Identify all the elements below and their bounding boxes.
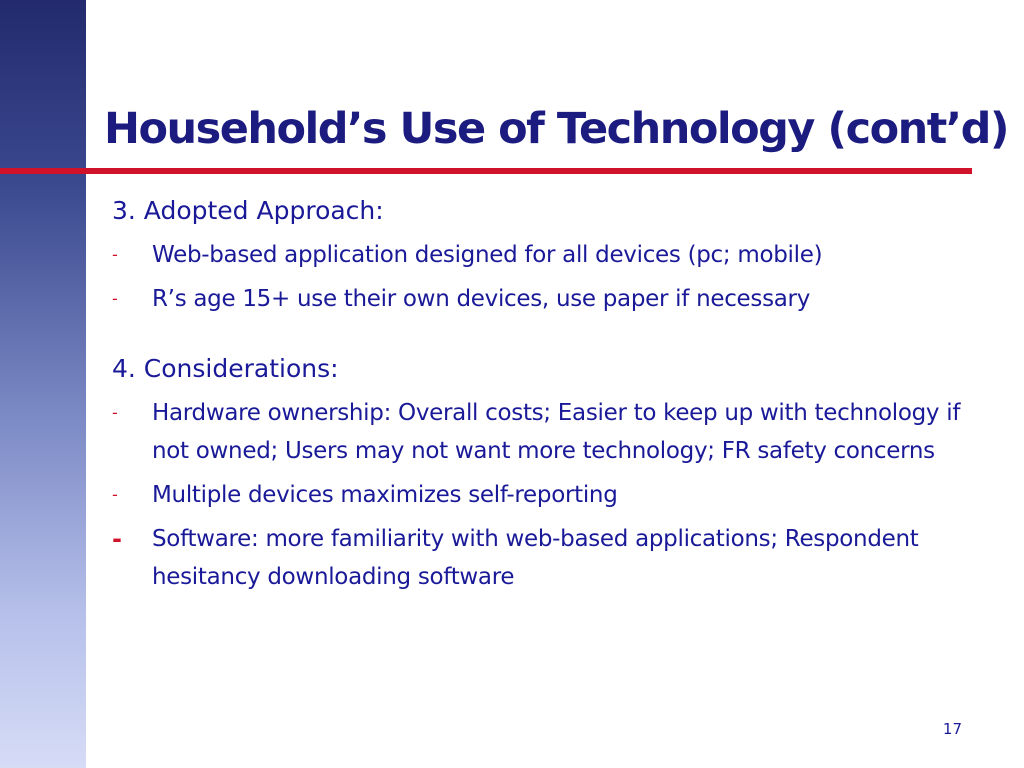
list-item xyxy=(112,236,992,274)
title-divider xyxy=(0,168,972,174)
bullet-text: Web-based application designed for all devices (pc; mobile) xyxy=(152,242,823,268)
considerations-list xyxy=(112,394,992,596)
bullet-dash-icon: - xyxy=(112,289,118,308)
bullet-text: Software: more familiarity with web-based applications; Respondent hesitancy downloading software xyxy=(152,526,919,590)
section-heading-approach: 3. Adopted Approach: xyxy=(112,196,384,225)
bullet-dash-icon: - xyxy=(112,485,118,504)
bullet-text: Hardware ownership: Overall costs; Easier to keep up with technology if not owned; Users may not want more technology; FR safety concerns xyxy=(152,400,961,464)
list-item xyxy=(112,280,992,318)
slide-body xyxy=(112,194,992,602)
approach-list xyxy=(112,236,992,318)
bullet-text: R’s age 15+ use their own devices, use paper if necessary xyxy=(152,286,811,312)
sidebar-gradient xyxy=(0,0,86,768)
page-number: 17 xyxy=(942,720,962,738)
bullet-dash-icon: - xyxy=(112,245,118,264)
bullet-dash-icon: - xyxy=(112,403,118,422)
bullet-text: Multiple devices maximizes self-reporting xyxy=(152,482,618,508)
section-heading-considerations: 4. Considerations: xyxy=(112,354,339,383)
list-item xyxy=(112,394,992,470)
slide-title: Household’s Use of Technology (cont’d) xyxy=(104,104,1009,154)
list-item xyxy=(112,520,992,596)
list-item xyxy=(112,476,992,514)
bullet-dash-icon: - xyxy=(112,525,122,553)
